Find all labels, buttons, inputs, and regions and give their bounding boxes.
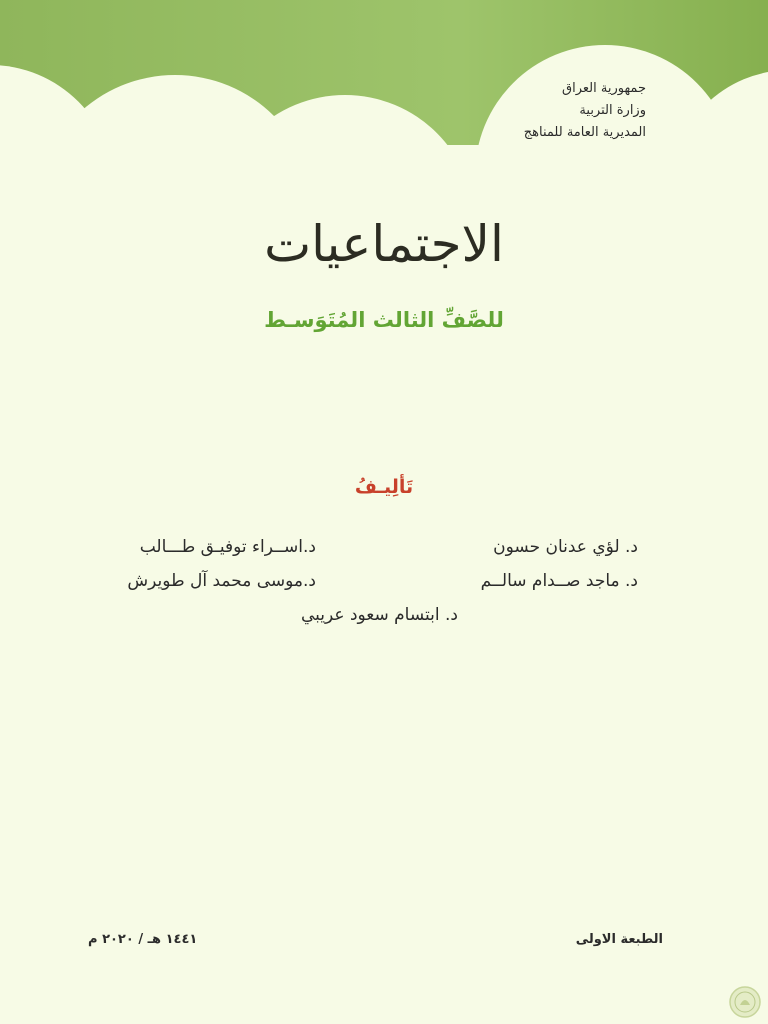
publication-year: ١٤٤١ هـ / ٢٠٢٠ م	[88, 932, 198, 947]
book-title: الاجتماعيات	[264, 215, 504, 273]
ministry-header	[406, 78, 646, 144]
ministry-emblem-icon	[728, 985, 762, 1019]
country-name: جمهورية العراق	[562, 81, 646, 96]
author-name: د.موسى محمد آل طويرش	[127, 571, 316, 591]
book-subtitle: للصَّفِّ الثالث المُتَوَسـط	[264, 308, 504, 332]
header-cloud-banner	[0, 0, 768, 150]
author-name: د. ماجد صــدام سالــم	[480, 571, 638, 591]
author-name: د. لؤي عدنان حسون	[493, 537, 638, 557]
authorship-label: تَألِيـفُ	[354, 476, 414, 498]
ministry-name: وزارة التربية	[579, 103, 646, 118]
directorate-name: المديرية العامة للمناهج	[523, 125, 646, 140]
author-name: د. ابتسام سعود عريبي	[301, 605, 458, 625]
edition-label: الطبعة الاولى	[575, 932, 663, 947]
author-name: د.اســراء توفيـق طـــالب	[139, 537, 316, 557]
